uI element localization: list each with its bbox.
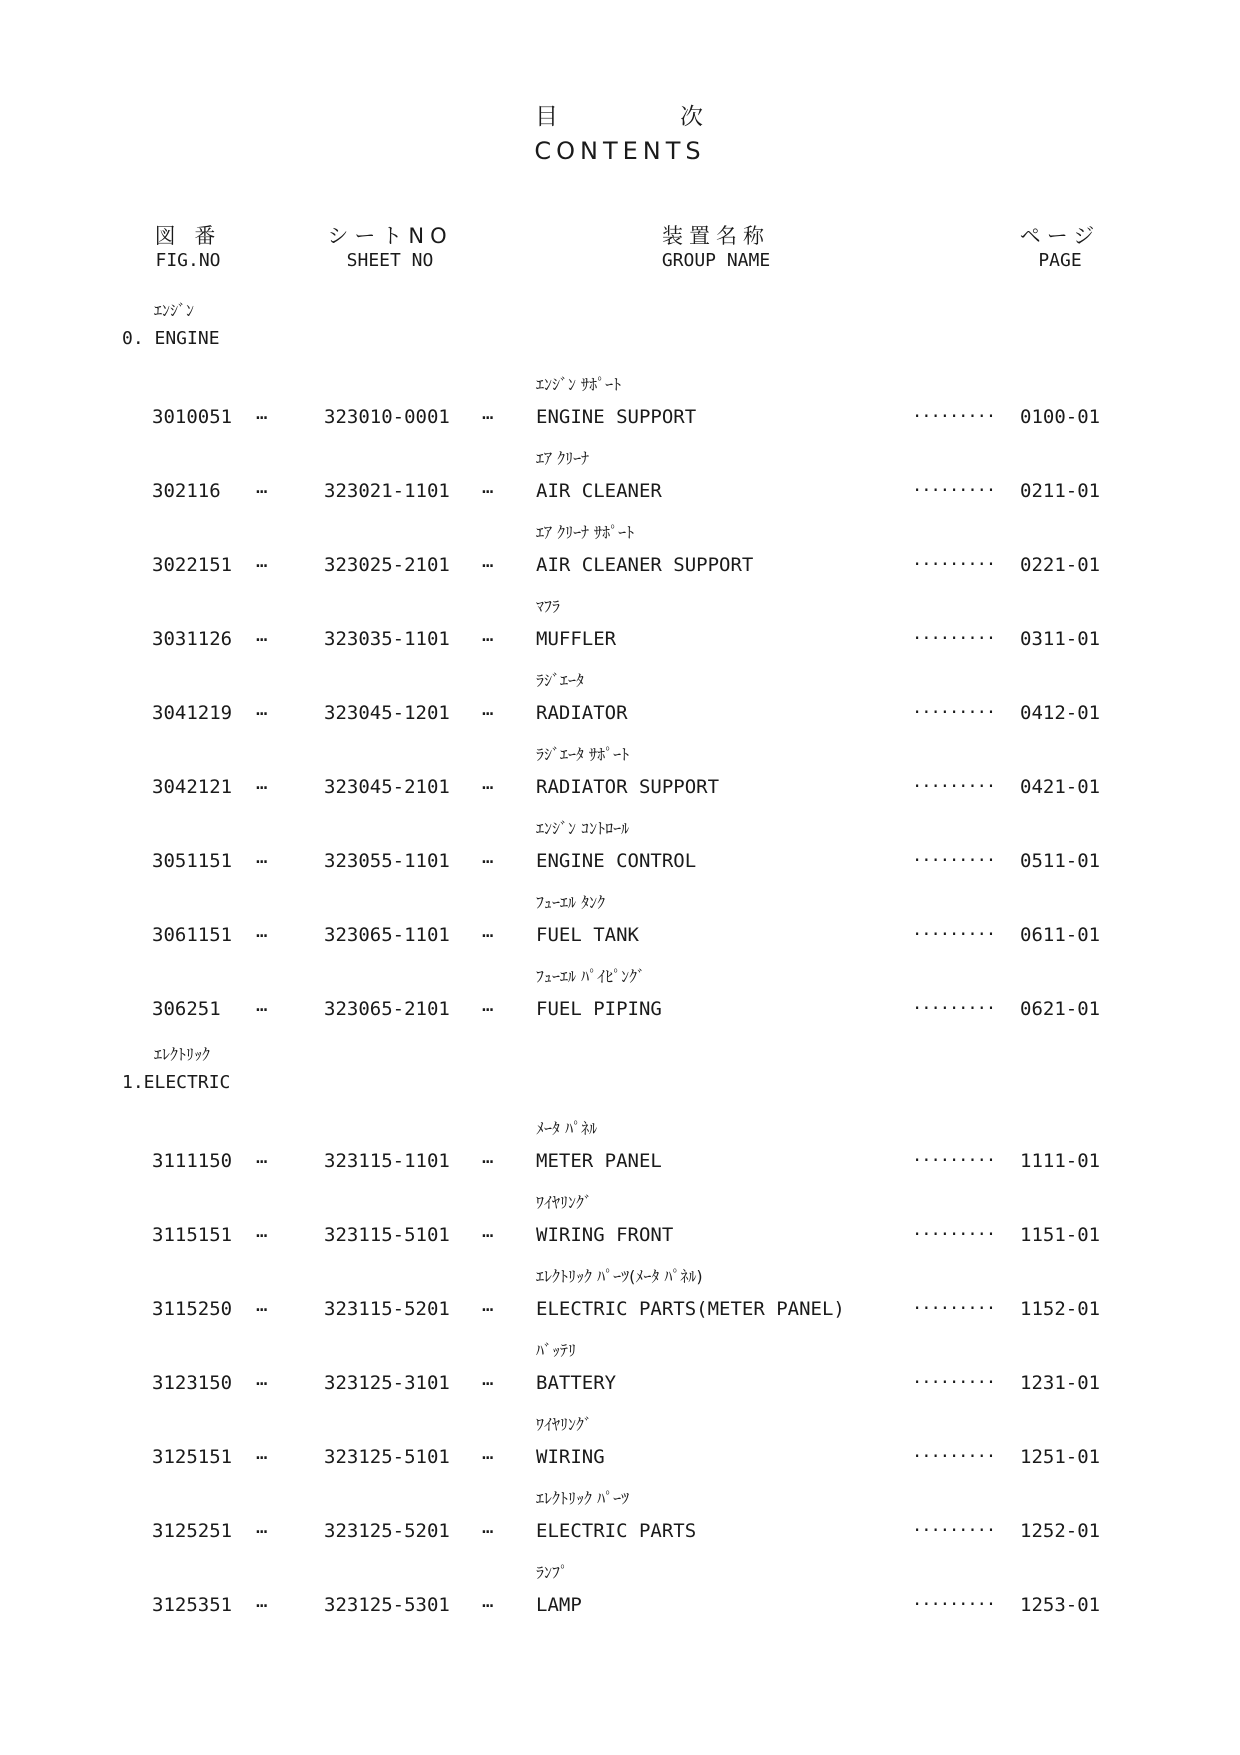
header-sheet-no: [320, 220, 460, 271]
title-jp-left: 目: [535, 104, 560, 130]
dot-leader-long: .........: [912, 1294, 996, 1314]
sheet-no: 323045-1201: [324, 702, 450, 724]
contents-row[interactable]: [0, 520, 1240, 580]
header-fig-en: FIG.NO: [155, 250, 221, 271]
dot-leader: …: [256, 846, 269, 868]
section-electric: [122, 1042, 230, 1093]
dot-leader: …: [256, 994, 269, 1016]
sheet-no: 323125-3101: [324, 1372, 450, 1394]
section-title-jp: ｴﾝｼﾞﾝ: [154, 301, 195, 320]
fig-no: 3123150: [152, 1372, 233, 1394]
header-group-jp: 装置名称: [662, 224, 770, 248]
header-fig-no: [138, 220, 238, 271]
dot-leader-long: .........: [912, 1590, 996, 1610]
page-no: 0221-01: [1020, 554, 1101, 576]
dot-leader: …: [482, 550, 495, 572]
title-english: CONTENTS: [534, 137, 706, 165]
sheet-no: 323065-2101: [324, 998, 450, 1020]
dot-leader: …: [482, 1590, 495, 1612]
group-name-jp: ﾗﾝﾌﾟ: [536, 1563, 569, 1582]
fig-no: 3125151: [152, 1446, 233, 1468]
fig-no: 3111150: [152, 1150, 233, 1172]
dot-leader-long: .........: [912, 1442, 996, 1462]
contents-row[interactable]: [0, 1264, 1240, 1324]
sheet-no: 323035-1101: [324, 628, 450, 650]
header-sheet-jp: シートNO: [327, 224, 453, 248]
group-name-en: METER PANEL: [536, 1150, 662, 1172]
group-name-jp: ﾒｰﾀ ﾊﾟﾈﾙ: [536, 1119, 598, 1138]
group-name-jp: ｴｱ ｸﾘｰﾅ ｻﾎﾟｰﾄ: [536, 523, 635, 542]
dot-leader: …: [482, 402, 495, 424]
group-name-en: AIR CLEANER: [536, 480, 662, 502]
dot-leader-long: .........: [912, 550, 996, 570]
fig-no: 3022151: [152, 554, 233, 576]
group-name-en: LAMP: [536, 1594, 582, 1616]
sheet-no: 323125-5101: [324, 1446, 450, 1468]
section-engine: [122, 298, 220, 349]
contents-row[interactable]: [0, 1412, 1240, 1472]
dot-leader-long: .........: [912, 994, 996, 1014]
dot-leader-long: .........: [912, 1146, 996, 1166]
sheet-no: 323045-2101: [324, 776, 450, 798]
header-sheet-en: SHEET NO: [346, 250, 434, 271]
group-name-jp: ﾜｲﾔﾘﾝｸﾞ: [536, 1415, 593, 1434]
dot-leader: …: [482, 698, 495, 720]
group-name-en: ELECTRIC PARTS(METER PANEL): [536, 1298, 845, 1320]
dot-leader: …: [256, 624, 269, 646]
group-name-jp: ﾜｲﾔﾘﾝｸﾞ: [536, 1193, 593, 1212]
fig-no: 3125351: [152, 1594, 233, 1616]
group-name-jp: ｴﾚｸﾄﾘｯｸ ﾊﾟｰﾂ: [536, 1489, 630, 1508]
dot-leader: …: [482, 476, 495, 498]
fig-no: 3042121: [152, 776, 233, 798]
group-name-en: AIR CLEANER SUPPORT: [536, 554, 754, 576]
dot-leader: …: [256, 402, 269, 424]
dot-leader: …: [256, 1442, 269, 1464]
dot-leader: …: [482, 1220, 495, 1242]
contents-row[interactable]: [0, 890, 1240, 950]
group-name-en: WIRING FRONT: [536, 1224, 674, 1246]
contents-row[interactable]: [0, 816, 1240, 876]
group-name-en: RADIATOR SUPPORT: [536, 776, 720, 798]
fig-no: 3051151: [152, 850, 233, 872]
sheet-no: 323115-1101: [324, 1150, 450, 1172]
dot-leader: …: [256, 1516, 269, 1538]
group-name-jp: ﾗｼﾞｴｰﾀ ｻﾎﾟｰﾄ: [536, 745, 630, 764]
page-no: 0311-01: [1020, 628, 1101, 650]
dot-leader: …: [482, 1146, 495, 1168]
page-no: 1111-01: [1020, 1150, 1101, 1172]
group-name-jp: ﾏﾌﾗ: [536, 597, 561, 616]
section-title-jp: ｴﾚｸﾄﾘｯｸ: [154, 1045, 211, 1064]
fig-no: 3041219: [152, 702, 233, 724]
section-title-en: 1.ELECTRIC: [122, 1072, 231, 1093]
dot-leader-long: .........: [912, 1516, 996, 1536]
dot-leader: …: [482, 772, 495, 794]
dot-leader-long: .........: [912, 698, 996, 718]
sheet-no: 323065-1101: [324, 924, 450, 946]
fig-no: 3115151: [152, 1224, 233, 1246]
group-name-jp: ﾗｼﾞｴｰﾀ: [536, 671, 585, 690]
dot-leader-long: .........: [912, 1368, 996, 1388]
dot-leader-long: .........: [912, 1220, 996, 1240]
dot-leader-long: .........: [912, 624, 996, 644]
group-name-en: RADIATOR: [536, 702, 628, 724]
sheet-no: 323125-5301: [324, 1594, 450, 1616]
group-name-jp: ﾊﾞｯﾃﾘ: [536, 1341, 577, 1360]
dot-leader: …: [482, 920, 495, 942]
dot-leader: …: [482, 994, 495, 1016]
group-name-en: ENGINE CONTROL: [536, 850, 697, 872]
dot-leader: …: [482, 846, 495, 868]
contents-row[interactable]: [0, 1486, 1240, 1546]
contents-row[interactable]: [0, 742, 1240, 802]
header-group-en: GROUP NAME: [661, 250, 771, 271]
header-page-jp: ページ: [1019, 224, 1101, 248]
group-name-en: ENGINE SUPPORT: [536, 406, 697, 428]
group-name-jp: ﾌｭｰｴﾙ ﾊﾟｲﾋﾟﾝｸﾞ: [536, 967, 646, 986]
group-name-jp: ﾌｭｰｴﾙ ﾀﾝｸ: [536, 893, 606, 912]
sheet-no: 323010-0001: [324, 406, 450, 428]
sheet-no: 323055-1101: [324, 850, 450, 872]
page-no: 0211-01: [1020, 480, 1101, 502]
sheet-no: 323021-1101: [324, 480, 450, 502]
section-title-en: 0. ENGINE: [122, 328, 220, 349]
fig-no: 306251: [152, 998, 221, 1020]
dot-leader-long: .........: [912, 846, 996, 866]
dot-leader: …: [256, 1368, 269, 1390]
dot-leader: …: [256, 1590, 269, 1612]
fig-no: 3115250: [152, 1298, 233, 1320]
dot-leader-long: .........: [912, 772, 996, 792]
dot-leader: …: [482, 1368, 495, 1390]
page-no: 0621-01: [1020, 998, 1101, 1020]
dot-leader-long: .........: [912, 476, 996, 496]
page-no: 1253-01: [1020, 1594, 1101, 1616]
page-no: 1151-01: [1020, 1224, 1101, 1246]
dot-leader: …: [256, 920, 269, 942]
fig-no: 3061151: [152, 924, 233, 946]
dot-leader: …: [482, 1294, 495, 1316]
group-name-en: MUFFLER: [536, 628, 617, 650]
sheet-no: 323115-5101: [324, 1224, 450, 1246]
fig-no: 302116: [152, 480, 221, 502]
group-name-en: ELECTRIC PARTS: [536, 1520, 697, 1542]
page-no: 1252-01: [1020, 1520, 1101, 1542]
contents-row[interactable]: [0, 1116, 1240, 1176]
group-name-en: BATTERY: [536, 1372, 617, 1394]
group-name-jp: ｴﾝｼﾞﾝ ｺﾝﾄﾛｰﾙ: [536, 819, 630, 838]
title-japanese: [0, 98, 1240, 131]
group-name-en: WIRING: [536, 1446, 605, 1468]
sheet-no: 323115-5201: [324, 1298, 450, 1320]
dot-leader: …: [256, 1294, 269, 1316]
contents-row[interactable]: [0, 1560, 1240, 1620]
group-name-en: FUEL PIPING: [536, 998, 662, 1020]
contents-row[interactable]: [0, 446, 1240, 506]
dot-leader: …: [256, 476, 269, 498]
page-no: 1152-01: [1020, 1298, 1101, 1320]
dot-leader: …: [482, 624, 495, 646]
dot-leader-long: .........: [912, 920, 996, 940]
dot-leader: …: [256, 1220, 269, 1242]
document-title: [0, 98, 1240, 165]
header-fig-jp: 図 番: [154, 224, 222, 248]
fig-no: 3010051: [152, 406, 233, 428]
header-page-en: PAGE: [1038, 250, 1082, 271]
contents-row[interactable]: [0, 964, 1240, 1024]
group-name-jp: ｴﾝｼﾞﾝ ｻﾎﾟｰﾄ: [536, 375, 622, 394]
group-name-jp: ｴﾚｸﾄﾘｯｸ ﾊﾟｰﾂ(ﾒｰﾀ ﾊﾟﾈﾙ): [536, 1267, 703, 1286]
group-name-jp: ｴｱ ｸﾘｰﾅ: [536, 449, 590, 468]
header-group-name: [636, 220, 796, 271]
page-no: 0421-01: [1020, 776, 1101, 798]
fig-no: 3031126: [152, 628, 233, 650]
dot-leader-long: .........: [912, 402, 996, 422]
title-jp-right: 次: [680, 104, 705, 130]
dot-leader: …: [256, 550, 269, 572]
sheet-no: 323125-5201: [324, 1520, 450, 1542]
contents-row[interactable]: [0, 372, 1240, 432]
page-no: 1231-01: [1020, 1372, 1101, 1394]
contents-row[interactable]: [0, 594, 1240, 654]
header-page: [1010, 220, 1110, 271]
contents-row[interactable]: [0, 668, 1240, 728]
dot-leader: …: [482, 1516, 495, 1538]
group-name-en: FUEL TANK: [536, 924, 639, 946]
sheet-no: 323025-2101: [324, 554, 450, 576]
page-no: 0511-01: [1020, 850, 1101, 872]
page-no: 1251-01: [1020, 1446, 1101, 1468]
dot-leader: …: [256, 1146, 269, 1168]
dot-leader: …: [256, 698, 269, 720]
page-no: 0412-01: [1020, 702, 1101, 724]
contents-row[interactable]: [0, 1338, 1240, 1398]
dot-leader: …: [482, 1442, 495, 1464]
page-no: 0100-01: [1020, 406, 1101, 428]
dot-leader: …: [256, 772, 269, 794]
contents-row[interactable]: [0, 1190, 1240, 1250]
fig-no: 3125251: [152, 1520, 233, 1542]
page-no: 0611-01: [1020, 924, 1101, 946]
